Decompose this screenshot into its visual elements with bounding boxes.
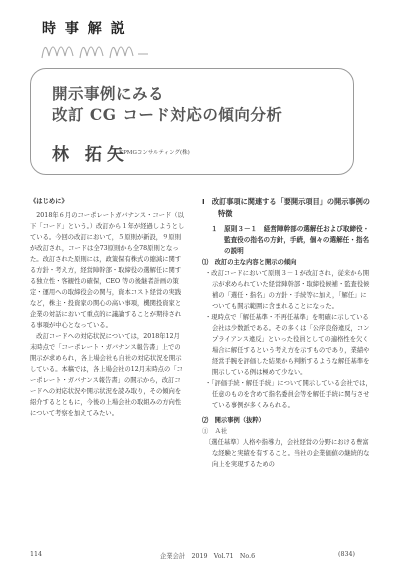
subsection-heading: ⑴ 改訂の主な内容と開示の傾向 xyxy=(202,259,297,266)
article-title-line-2: 改訂 CG コード対応の傾向分析 xyxy=(52,105,283,124)
subsection-heading: ⑵ 開示事例（抜粋） xyxy=(202,417,265,424)
series-label: 時 事 解 説 xyxy=(42,21,127,37)
case-label: ① Ａ社 xyxy=(202,428,228,435)
paragraph: 2018年６月のコーポレートガバナンス・コード（以下「コード」という。）改訂から１年が経過しようとしている。今回の改訂において，５原則が新設，９原則が改訂され，コードは全73原則から全78原則となった。改訂された原則には，政策保有株式の縮減に関する方針・考え方，経営陣幹部・取締役の選解任に関する独立性・客観性の確保，CEO 等の後継者計画の策定・運用への取締役会の関与，資本コスト経営の実践など，株主・投資家の関心の高い事項，機関投資家と企業の対話において重点的に議論することが期待される事項が中心となっている。 xyxy=(30,212,185,329)
bullet-item: ・現時点で「解任基準・不再任基準」を明確に示している会社は少数派である。その多くは「公序良俗違反，コンプライアンス違反」といった役員としての適格性を欠く場合に解任するという考え方を示すものであり，業績や経営手腕を評価した結果から判断するような解任基準を開示している例は極めて少ない。 xyxy=(205,314,370,376)
left-column xyxy=(30,196,186,419)
intro-heading: 《はじめに》 xyxy=(30,198,68,205)
article-title-line-1: 開示事例にみる xyxy=(52,84,165,103)
bullet-item: ・「評価手続・解任手続」について開示している会社では，任意のものを含めて指名委員会等を解任手続に関与させている事例が多くみられる。 xyxy=(205,380,372,409)
case-text: 〔選任基準〕人格や指導力，会社経営の分野における豊富な経験と実績を有すること。当社の企業価値の継続的な向上を実現するための xyxy=(205,439,370,468)
decorative-scribble-icon xyxy=(40,34,150,62)
right-column xyxy=(202,196,372,470)
section-heading: Ⅰ 改訂事項に関連する「要開示項目」の開示事例の特徴 xyxy=(202,197,370,218)
author-affiliation: KPMGコンサルティング(株) xyxy=(119,150,190,156)
author-name: 林 拓矢 xyxy=(52,145,129,165)
sub-heading: １ 原則３－１ 経営陣幹部の選解任および取締役・監査役の指名の方針，手続，個々の選解任・指名の説明 xyxy=(211,225,370,255)
bullet-item: ・改訂コードにおいて原則３－１が改訂され，従来から開示が求められていた経営陣幹部・取締役候補・監査役候補の「選任・指名」の方針・手続等に加え，「解任」についても開示範囲に含まれることになった。 xyxy=(205,270,370,310)
total-page-number: (834) xyxy=(338,551,355,558)
journal-info: 企業会計 2019 Vol.71 No.6 xyxy=(160,553,256,560)
paragraph: 改訂コードへの対応状況については，2018年12月末時点で「コーポレート・ガバナンス報告書」上での開示が求められ，各上場会社も自社の対応状況を開示している。本稿では，各上場会社の12月末時点の「コーポレート・ガバナンス報告書」の開示から，改訂コードへの対応状況や開示状況を読み取り，その傾向を紹介するとともに，今後の上場会社の取組みの方向性について考察を加えてみたい。 xyxy=(30,333,183,417)
page-number: 114 xyxy=(30,551,43,558)
